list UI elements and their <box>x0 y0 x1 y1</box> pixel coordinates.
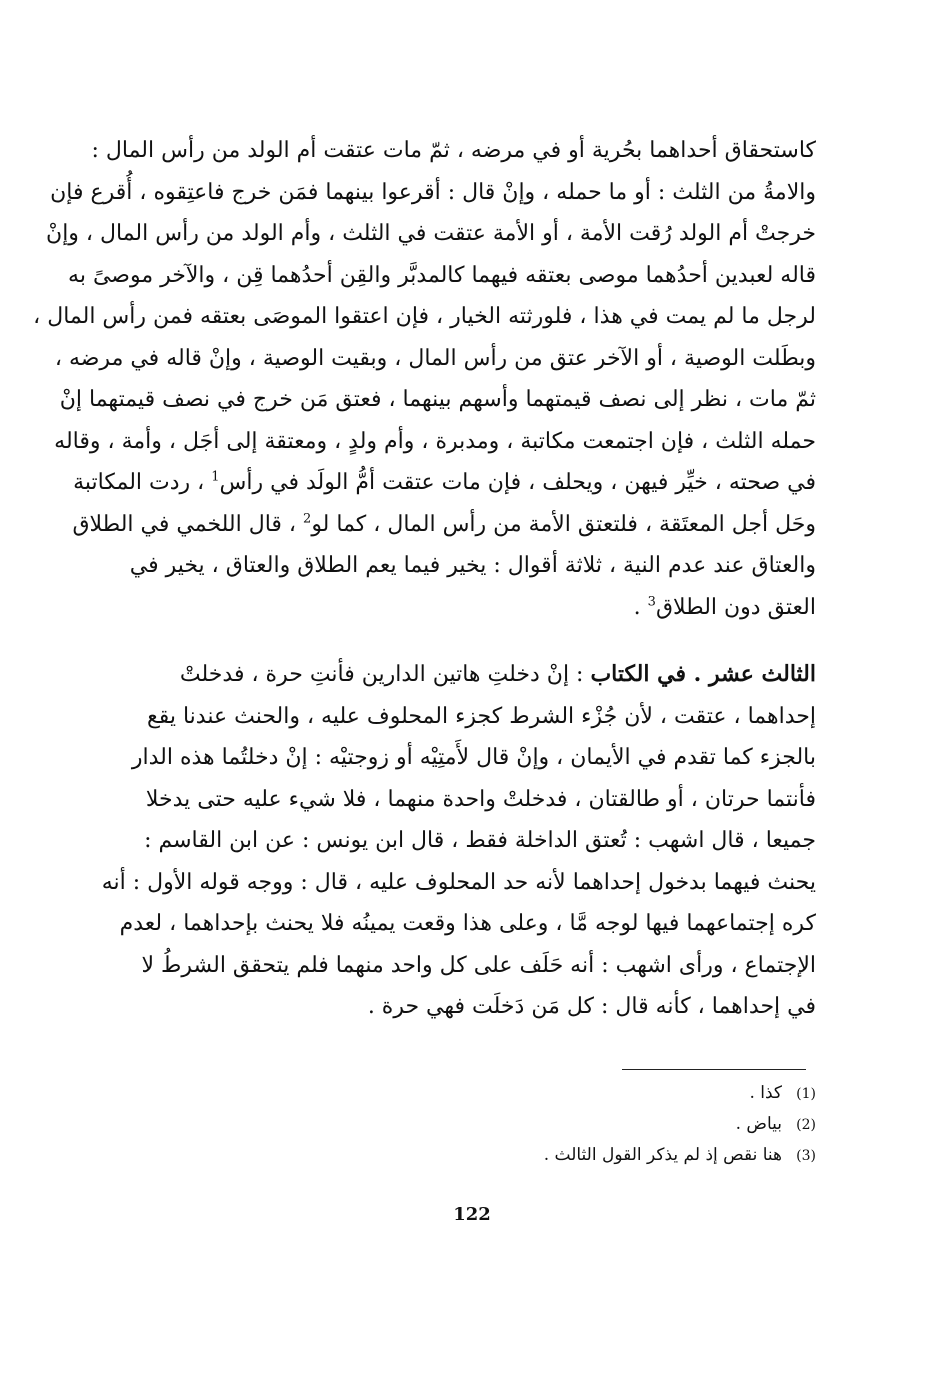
text-line: جميعا ، قال اشهب : تُعتق الداخلة فقط ، قال ابن يونس : عن ابن القاسم : <box>144 828 816 853</box>
text-line: الإجتماع ، ورأى اشهب : أنه حَلَف على كل واحد منهما فلم يتحقق الشرطُ لا <box>141 952 816 978</box>
text-line: يحنث فيهما بدخول إحداهما لأنه حد المحلوف عليه ، قال : ووجه قوله الأول : أنه <box>101 869 816 895</box>
line-text: . <box>633 594 648 620</box>
text-line: كاستحقاق أحداهما بحُرية أو في مرضه ، ثمّ مات عتقت أم الولد من رأس المال : <box>91 138 816 163</box>
line-text: في صحته ، خيِّر فيهن ، ويحلف ، فإن مات عتقت أمُّ الولَد في رأس <box>219 470 816 495</box>
paragraph-1 <box>33 130 816 628</box>
footnote-ref-3[interactable]: 3 <box>647 594 656 610</box>
text-line: وبطَلت الوصية ، أو الآخر عتق من رأس المال ، وبقيت الوصية ، وإنْ قاله في مرضه ، <box>54 345 816 371</box>
text-line: ثمّ مات ، نظر إلى نصف قيمتهما وأسهم بينهما ، فعتق مَن خرج في نصف قيمتهما إنْ <box>59 387 816 412</box>
text-line <box>128 587 816 629</box>
footnote-text: كذا . <box>749 1083 782 1103</box>
text-line: حمله الثلث ، فإن اجتمعت مكاتبة ، ومدبرة ، وأم ولدٍ ، ومعتقة إلى أجَل ، وأمة ، وقاله <box>54 428 816 454</box>
footnote-ref-2[interactable]: 2 <box>303 511 312 527</box>
text-line: كره إجتماعهما فيها لوجه مَّا ، وعلى هذا وقعت يمينُه فلا يحنث بإحداهما ، لعدم <box>119 911 816 936</box>
footnote-number: (2) <box>796 1117 816 1133</box>
section-heading: الثالث عشر . في الكتاب <box>590 661 816 687</box>
line-text: وحَل أجل المعتَقة ، فلتعتق الأمة من رأس المال ، كما لو <box>311 511 816 537</box>
footnote-text: هنا نقص إذ لم يذكر القول الثالث . <box>543 1145 782 1165</box>
text-line <box>73 462 816 504</box>
text-line: خرجتْ أم الولد رُقت الأمة ، أو الأمة عتقت في الثلث ، وأم الولد من رأس المال ، وإنْ <box>46 221 816 246</box>
footnote-ref-1[interactable]: 1 <box>211 469 220 485</box>
text-line: قاله لعبدين أحدُهما موصى بعتقه فيهما كالمدبَّر والقِن أحدُهما قِن ، والآخر موصىً به <box>68 262 816 288</box>
footnote-item <box>480 1078 816 1109</box>
footnote-divider <box>622 1069 806 1070</box>
text-line: لرجل ما لم يمت في هذا ، فلورثته الخيار ، فإن اعتقوا الموصَى بعتقه فمن رأس المال ، <box>33 304 816 329</box>
line-text: ، ردت المكاتبة <box>73 470 212 495</box>
text-line <box>72 504 816 546</box>
line-text: العتق دون الطلاق <box>655 594 816 620</box>
paragraph-2 <box>101 654 816 1028</box>
text-line: فأنتما حرتان ، أو طالقتان ، فدخلتْ واحدة منهما ، فلا شيء عليه حتى يدخلا <box>145 786 816 812</box>
text-line <box>128 654 816 696</box>
text-line: في إحداهما ، كأنه قال : كل مَن دَخلَت فهي حرة . <box>367 994 816 1019</box>
text-line: والامةُ من الثلث : أو ما حمله ، وإنْ قال : أقرعوا بينهما فمَن خرج فاعتِقوه ، أُقرع فإن <box>50 179 816 205</box>
footnote-item <box>480 1140 816 1171</box>
footnote-number: (1) <box>796 1086 816 1102</box>
line-text: ، قال اللخمي في الطلاق <box>72 511 304 537</box>
text-line: إحداهما ، عتقت ، لأن جُزْء الشرط كجزء المحلوف عليه ، والحنث عندنا يقع <box>147 703 816 729</box>
footnote-text: بياض . <box>735 1114 782 1134</box>
footnote-item <box>480 1109 816 1140</box>
footnote-number: (3) <box>796 1148 816 1164</box>
line-text: : إنْ دخلتِ هاتين الدارين فأنتِ حرة ، فدخلتْ <box>179 662 591 687</box>
page-number: 122 <box>453 1204 491 1225</box>
text-line: بالجزء كما تقدم في الأيمان ، وإنْ قال لأَمتِيْه أو زوجتيْه : إنْ دخلتُما هذه الدار <box>131 745 816 770</box>
footnotes <box>480 1078 816 1171</box>
text-line: والعتاق عند عدم النية ، ثلاثة أقوال : يخير فيما يعم الطلاق والعتاق ، يخير في <box>129 553 816 578</box>
